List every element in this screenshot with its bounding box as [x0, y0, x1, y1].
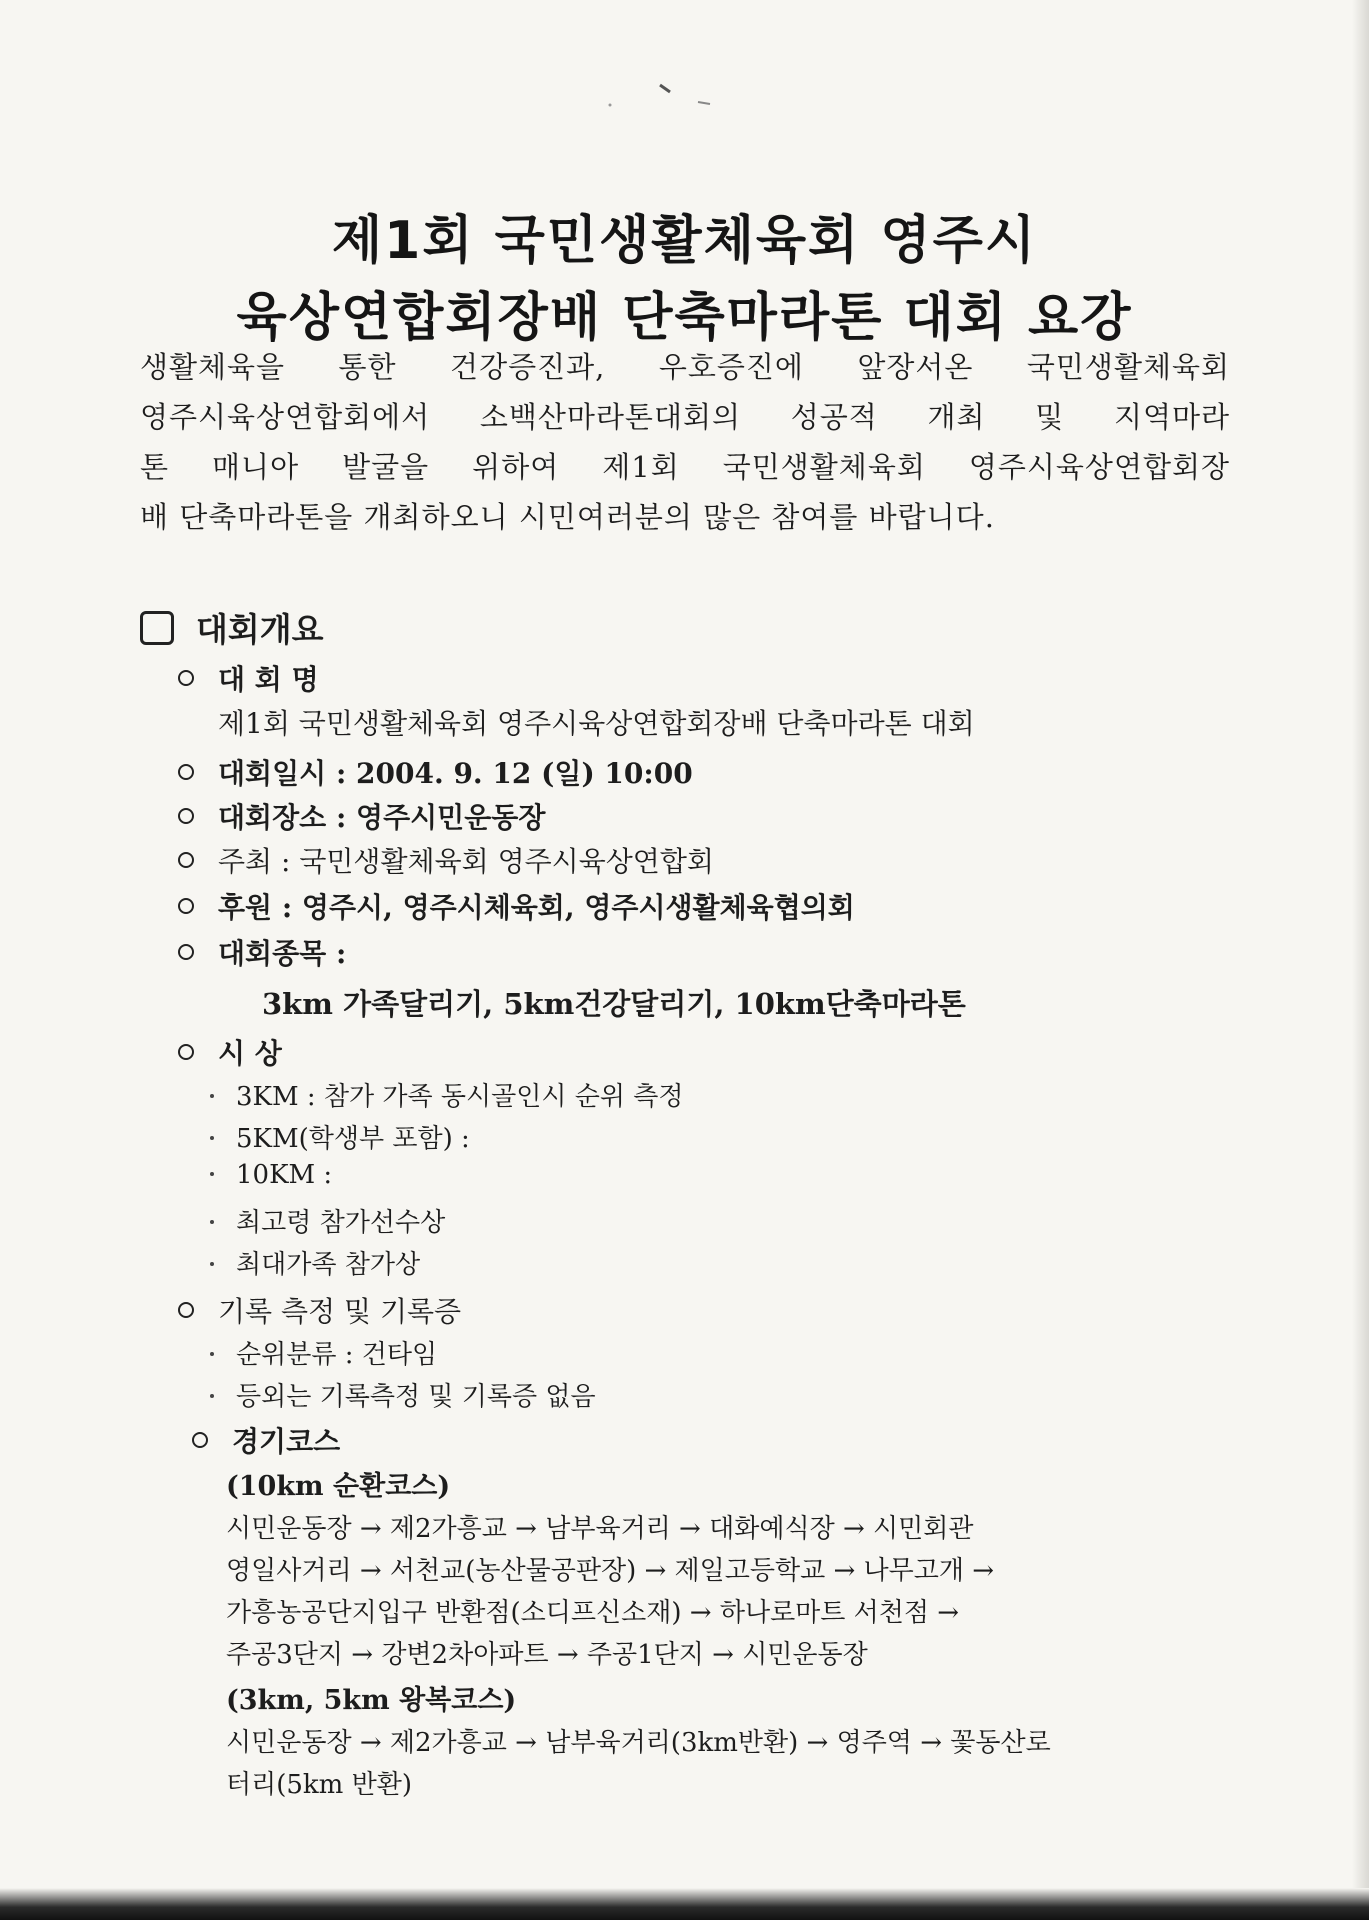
circle-bullet-icon: [178, 1044, 194, 1060]
checkbox-square-icon: [140, 611, 174, 645]
circle-bullet-icon: [192, 1432, 208, 1448]
circle-bullet-icon: [178, 1302, 194, 1318]
course-line: 영일사거리 → 서천교(농산물공판장) → 제일고등학교 → 나무고개 →: [226, 1556, 995, 1586]
item-venue: 대회장소 : 영주시민운동장: [178, 796, 545, 836]
scan-speck: [600, 80, 720, 110]
scan-edge-shadow: [1352, 0, 1369, 1920]
title-line-2: 육상연합회장배 단축마라톤 대회 요강: [236, 288, 1133, 348]
dot-bullet-icon: [210, 1394, 214, 1398]
title-line-1: 제1회 국민생활체육회 영주시: [331, 211, 1038, 271]
record-entry: 등외는 기록측정 및 기록증 없음: [210, 1376, 596, 1413]
dot-bullet-icon: [210, 1094, 214, 1098]
intro-line: 톤 매니아 발굴을 위하여 제1회 국민생활체육회 영주시육상연합회장: [140, 450, 1230, 484]
circle-bullet-icon: [178, 764, 194, 780]
section-heading: [140, 604, 324, 651]
intro-line: 생활체육을 통한 건강증진과, 우호증진에 앞장서온 국민생활체육회: [140, 350, 1230, 384]
item-host: 주최 : 국민생활체육회 영주시육상연합회: [178, 840, 714, 880]
item-date: 대회일시 : 2004. 9. 12 (일) 10:00: [178, 752, 693, 792]
item-sponsor: 후원 : 영주시, 영주시체육회, 영주시생활체육협의회: [178, 886, 855, 926]
circle-bullet-icon: [178, 852, 194, 868]
dot-bullet-icon: [210, 1262, 214, 1266]
intro-line: 배 단축마라톤을 개최하오니 시민여러분의 많은 참여를 바랍니다.: [140, 500, 995, 534]
dot-bullet-icon: [210, 1220, 214, 1224]
item-events-value: 3km 가족달리기, 5km건강달리기, 10km단축마라톤: [262, 987, 966, 1021]
circle-bullet-icon: [178, 808, 194, 824]
circle-bullet-icon: [178, 944, 194, 960]
course-line: 시민운동장 → 제2가흥교 → 남부육거리(3km반환) → 영주역 → 꽃동산로: [226, 1728, 1051, 1758]
intro-paragraph: [140, 342, 1230, 542]
course-line: 시민운동장 → 제2가흥교 → 남부육거리 → 대화예식장 → 시민회관: [226, 1514, 974, 1544]
dot-bullet-icon: [210, 1352, 214, 1356]
intro-line: 영주시육상연합회에서 소백산마라톤대회의 성공적 개최 및 지역마라: [140, 400, 1230, 434]
course10-heading: (10km 순환코스): [226, 1471, 451, 1502]
course35-heading: (3km, 5km 왕복코스): [226, 1685, 517, 1716]
item-name-value: 제1회 국민생활체육회 영주시육상연합회장배 단축마라톤 대회: [218, 707, 975, 740]
item-name: 대 회 명: [178, 658, 319, 698]
course-line: 가흥농공단지입구 반환점(소디프신소재) → 하나로마트 서천점 →: [226, 1598, 960, 1628]
item-awards: 시 상: [178, 1032, 282, 1072]
section-title: 대회개요: [196, 610, 324, 649]
course-line: 주공3단지 → 강변2차아파트 → 주공1단지 → 시민운동장: [226, 1640, 868, 1670]
record-entry: 순위분류 : 건타임: [210, 1334, 437, 1371]
award-entry: 3KM : 참가 가족 동시골인시 순위 측정: [210, 1076, 683, 1113]
award-entry: 최대가족 참가상: [210, 1244, 420, 1281]
dot-bullet-icon: [210, 1136, 214, 1140]
award-entry: 10KM :: [210, 1160, 332, 1190]
scan-bottom-edge: [0, 1888, 1369, 1920]
course-line: 터리(5km 반환): [226, 1770, 412, 1800]
award-entry: 최고령 참가선수상: [210, 1202, 445, 1239]
item-events: 대회종목 :: [178, 932, 346, 972]
item-records: 기록 측정 및 기록증: [178, 1290, 461, 1330]
circle-bullet-icon: [178, 898, 194, 914]
item-course: 경기코스: [192, 1420, 340, 1460]
circle-bullet-icon: [178, 670, 194, 686]
dot-bullet-icon: [210, 1172, 214, 1176]
award-entry: 5KM(학생부 포함) :: [210, 1118, 470, 1155]
